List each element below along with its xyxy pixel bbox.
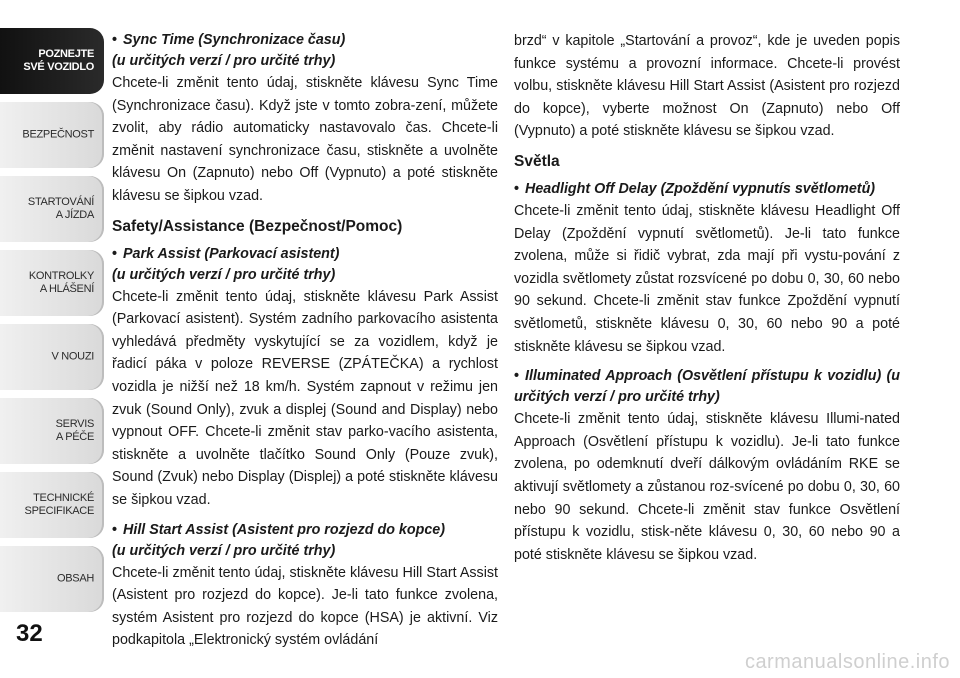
left-column (112, 30, 498, 660)
sync-time-title: Sync Time (Synchronizace času) (123, 32, 346, 48)
bullet-title (112, 244, 498, 265)
park-assist-title: Park Assist (Parkovací asistent) (123, 245, 340, 262)
tab-obsah[interactable] (0, 546, 104, 612)
hill-start-title: Hill Start Assist (Asistent pro rozjezd do kopce) (123, 521, 446, 538)
headlight-delay-body: Chcete-li změnit tento údaj, stiskněte klávesu Headlight Off Delay (Zpoždění vypnutí světlometů). Je-li tato funkce zvolena, může si řidič vybrat, zda mají při vystu-pování z vozidla světlomety zůstat rozsvícené po dobu 0, 30, 60 nebo 90 sekund. Chcete-li změnit stav funkce Zpoždění vypnutí světlometů, stiskněte klávesu 0, 30, 60 nebo 90 a poté stiskněte klávesu se šipkou vzad. (514, 202, 900, 355)
bullet-title (514, 366, 900, 408)
tab-servis-a-pece[interactable] (0, 398, 104, 464)
tab-v-nouzi[interactable] (0, 324, 104, 390)
tab-startovani-a-jizda[interactable] (0, 176, 104, 242)
tab-label: STARTOVÁNÍ A JÍZDA (27, 196, 94, 221)
tab-label: TECHNICKÉ SPECIFIKACE (24, 492, 94, 517)
section-heading-safety: Safety/Assistance (Bezpečnost/Pomoc) (112, 217, 403, 235)
hill-start-continued: brzd“ v kapitole „Startování a provoz“, kde je uveden popis funkce systému a provozní informace. Chcete-li provést volbu, stiskněte klávesu Hill Start Assist (Asistent pro rozjezd do kopce), vyberte možnost On (Zapnuto) nebo Off (Vypnuto) a poté stiskněte klávesu se šipkou vzad. (514, 33, 900, 140)
tab-kontrolky-a-hlaseni[interactable] (0, 250, 104, 316)
bullet-dot: • (112, 245, 118, 262)
hill-start-sub: (u určitých verzí / pro určité trhy) (112, 542, 336, 559)
bullet-title (112, 30, 498, 51)
bullet-dot: • (112, 32, 118, 48)
watermark: carmanualsonline.info (744, 651, 950, 673)
bullet-dot: • (514, 180, 520, 197)
tab-poznejte-sve-vozidlo[interactable] (0, 28, 104, 94)
tab-bezpecnost[interactable] (0, 102, 104, 168)
sync-time-body: Chcete-li změnit tento údaj, stiskněte klávesu Sync Time (Synchronizace času). Když jste v tomto zobra-zení, můžete zvolit, aby rádio automaticky nastavovalo čas. Chcete-li změnit nastavení synchronizace času, stiskněte a uvolněte klávesu On (Zapnuto) nebo Off (Vypnuto) a poté stiskněte klávesu se šipkou vzad. (112, 75, 498, 204)
illuminated-approach-body: Chcete-li změnit tento údaj, stiskněte klávesu Illumi-nated Approach (Osvětlení přístupu k vozidlu). Je-li tato funkce zvolena, po odemknutí dveří dálkovým ovládáním RKE se aktivují světlomety a zůstanou roz-svícené po dobu 0, 30, 60 nebo 90 sekund. Chcete-li změnit stav funkce Osvětlení přístupu k vozidlu, stisk-něte klávesu 0, 30, 60 nebo 90 a poté stiskněte klávesu se šipkou vzad. (514, 411, 900, 563)
right-column (514, 30, 900, 574)
bullet-title (514, 179, 900, 200)
park-assist-sub: (u určitých verzí / pro určité trhy) (112, 266, 336, 283)
chapter-tabs (0, 28, 104, 620)
tab-label: POZNEJTE SVÉ VOZIDLO (23, 48, 94, 73)
section-heading-lights: Světla (514, 152, 560, 170)
bullet-dot: • (112, 521, 118, 538)
tab-label: BEZPEČNOST (22, 128, 94, 141)
illuminated-approach-title: Illuminated Approach (Osvětlení přístupu k vozidlu) (u určitých verzí / pro určité trhy) (514, 368, 900, 406)
park-assist-body: Chcete-li změnit tento údaj, stiskněte klávesu Park Assist (Parkovací asistent). Systém zadního parkovacího asistenta vyhledává předměty vyskytující se za vozidlem, když je řadicí páka v poloze REVERSE (ZPÁTEČKA) a rychlost vozidla je nižší než 18 km/h. Systém zapnout v režimu jen zvuk (Sound Only), zvuk a displej (Sound and Display) nebo vypnout OFF. Chcete-li změnit stav parko-vacího asistenta, stiskněte a uvolněte tlačítko Sound Only (Pouze zvuk), Sound (Zvuk) nebo Display (Displej) a poté stiskněte klávesu se šipkou vzad. (112, 288, 498, 508)
headlight-delay-title: Headlight Off Delay (Zpoždění vypnutís světlometů) (525, 180, 876, 197)
tab-label: SERVIS A PÉČE (55, 418, 94, 443)
tab-label: KONTROLKY A HLÁŠENÍ (28, 270, 94, 295)
page-number: 32 (16, 620, 43, 647)
bullet-dot: • (514, 368, 520, 385)
tab-label: V NOUZI (51, 350, 94, 363)
tab-technicke-specifikace[interactable] (0, 472, 104, 538)
sync-time-sub: (u určitých verzí / pro určité trhy) (112, 53, 336, 69)
hill-start-body: Chcete-li změnit tento údaj, stiskněte klávesu Hill Start Assist (Asistent pro rozjezd do kopce). Je-li tato funkce zvolena, systém Asistent pro rozjezd do kopce (HSA) je aktivní. Viz podkapitola „Elektronický systém ovládání (112, 564, 498, 649)
tab-label: OBSAH (56, 572, 94, 585)
bullet-title (112, 520, 498, 541)
